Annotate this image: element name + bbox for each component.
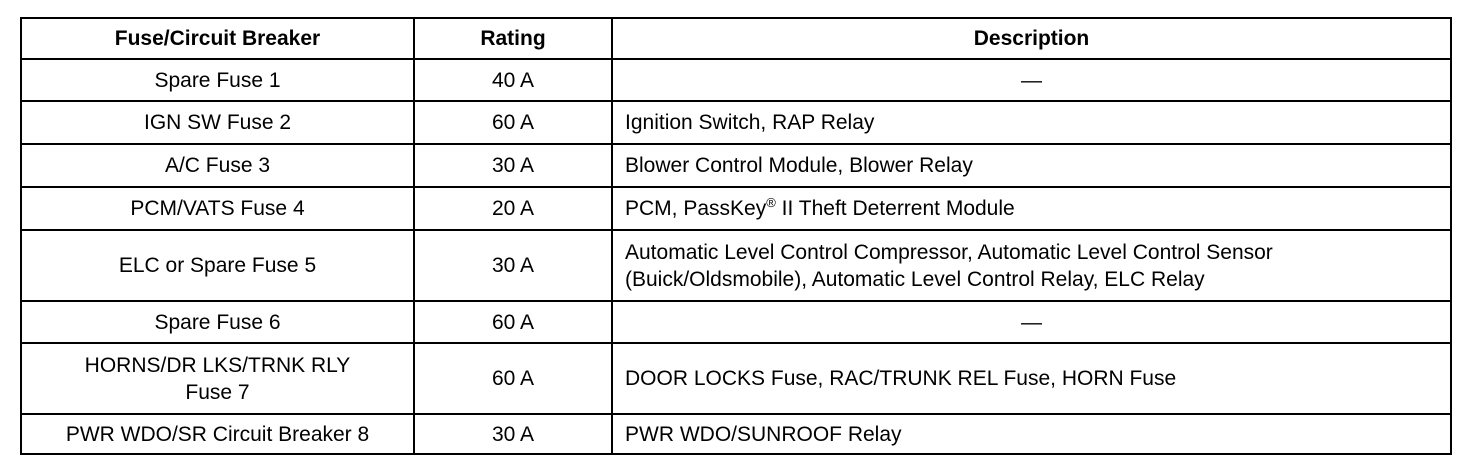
- registered-mark: ®: [766, 195, 776, 210]
- fuse-cell: Spare Fuse 6: [21, 301, 414, 343]
- rating-cell: 30 A: [414, 414, 612, 454]
- table-row: [21, 230, 1451, 301]
- description-cell: —: [612, 301, 1451, 343]
- rating-cell: 60 A: [414, 301, 612, 343]
- table-row: [21, 343, 1451, 414]
- rating-cell: 60 A: [414, 101, 612, 144]
- description-cell: Automatic Level Control Compressor, Automatic Level Control Sensor (Buick/Oldsmobile), Automatic Level Control Relay, ELC Relay: [612, 230, 1451, 301]
- table-row: [21, 144, 1451, 187]
- table-header-row: [21, 18, 1451, 59]
- table-row: [21, 187, 1451, 230]
- fuse-cell: PCM/VATS Fuse 4: [21, 187, 414, 230]
- fuse-cell: HORNS/DR LKS/TRNK RLY Fuse 7: [21, 343, 414, 414]
- fuse-cell: Spare Fuse 1: [21, 59, 414, 101]
- fuse-cell: IGN SW Fuse 2: [21, 101, 414, 144]
- header-fuse: Fuse/Circuit Breaker: [21, 18, 414, 59]
- table-row: [21, 414, 1451, 454]
- rating-cell: 20 A: [414, 187, 612, 230]
- rating-cell: 40 A: [414, 59, 612, 101]
- description-cell: Blower Control Module, Blower Relay: [612, 144, 1451, 187]
- description-cell: [612, 187, 1451, 230]
- rating-cell: 30 A: [414, 230, 612, 301]
- header-description: Description: [612, 18, 1451, 59]
- table-row: [21, 101, 1451, 144]
- description-cell: PWR WDO/SUNROOF Relay: [612, 414, 1451, 454]
- fuse-cell: ELC or Spare Fuse 5: [21, 230, 414, 301]
- fuse-cell: A/C Fuse 3: [21, 144, 414, 187]
- rating-cell: 60 A: [414, 343, 612, 414]
- table-row: [21, 59, 1451, 101]
- description-cell: DOOR LOCKS Fuse, RAC/TRUNK REL Fuse, HORN Fuse: [612, 343, 1451, 414]
- fuse-table-container: [20, 17, 1450, 455]
- table-row: [21, 301, 1451, 343]
- description-text: II Theft Deterrent Module: [775, 197, 1015, 220]
- fuse-table: [20, 17, 1452, 455]
- description-cell: Ignition Switch, RAP Relay: [612, 101, 1451, 144]
- description-cell: —: [612, 59, 1451, 101]
- fuse-cell: PWR WDO/SR Circuit Breaker 8: [21, 414, 414, 454]
- rating-cell: 30 A: [414, 144, 612, 187]
- description-text: PCM, PassKey: [625, 197, 767, 220]
- header-rating: Rating: [414, 18, 612, 59]
